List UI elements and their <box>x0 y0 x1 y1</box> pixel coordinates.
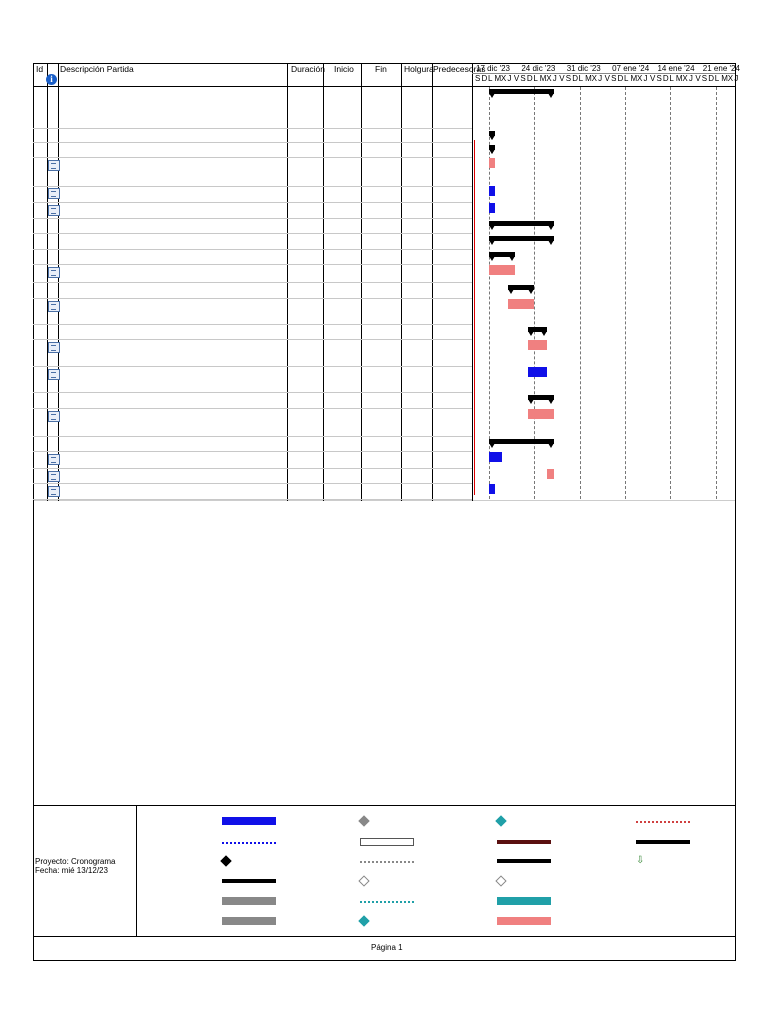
timescale-day: X <box>637 74 643 83</box>
resource-indicator-icon <box>48 454 60 465</box>
table-header-bottom <box>33 86 735 87</box>
week-gridline <box>716 87 717 499</box>
legend-date: Fecha: mié 13/12/23 <box>35 866 108 875</box>
col-header-start: Inicio <box>334 64 354 74</box>
row-divider <box>33 483 472 484</box>
legend-swatch <box>358 815 369 826</box>
timescale-week: 21 ene '24 <box>702 64 740 73</box>
timescale-day: M <box>721 74 728 83</box>
row-divider <box>33 392 472 393</box>
task-bar <box>489 186 495 196</box>
legend-swatch <box>358 875 369 886</box>
summary-start-cap <box>489 256 495 261</box>
task-bar <box>489 203 495 213</box>
timescale-day: V <box>695 74 701 83</box>
resource-indicator-icon <box>48 301 60 312</box>
timescale-divider <box>472 73 735 74</box>
timescale-day: J <box>643 74 648 83</box>
row-divider <box>33 128 472 129</box>
page-number: Página 1 <box>371 943 403 952</box>
timescale-day: L <box>578 74 584 83</box>
critical-task-bar <box>508 299 534 309</box>
timescale-day: X <box>591 74 597 83</box>
timescale-day: S <box>520 74 526 83</box>
timescale-day: X <box>682 74 688 83</box>
timescale-day: S <box>701 74 708 83</box>
timescale-day: D <box>572 74 578 83</box>
row-divider <box>33 142 472 143</box>
summary-end-cap <box>489 149 495 154</box>
timescale-day: M <box>539 74 547 83</box>
timescale-day: J <box>598 74 603 83</box>
legend-swatch <box>360 838 414 846</box>
summary-end-cap <box>548 443 554 448</box>
timescale-day: D <box>481 74 488 83</box>
footer-bottom-border <box>33 960 735 961</box>
summary-bar <box>489 236 554 241</box>
timescale-day: M <box>675 74 683 83</box>
task-bar <box>489 452 502 462</box>
legend-swatch: ⇩ <box>636 855 645 866</box>
row-divider <box>33 339 472 340</box>
col-header-name: Descripción Partida <box>60 64 134 74</box>
dependency-line <box>474 140 475 495</box>
legend-swatch <box>497 917 551 925</box>
timescale-week: 14 ene '24 <box>657 64 695 73</box>
week-gridline <box>580 87 581 499</box>
resource-indicator-icon <box>48 369 60 380</box>
timescale-day: S <box>565 74 572 83</box>
legend-swatch <box>495 875 506 886</box>
critical-task-bar <box>547 469 553 479</box>
summary-start-cap <box>489 93 495 98</box>
row-divider <box>33 408 472 409</box>
summary-start-cap <box>489 225 495 230</box>
col-header-predecessors: Predecesoras <box>433 64 486 74</box>
timescale-day: J <box>688 74 693 83</box>
week-gridline <box>670 87 671 499</box>
row-divider <box>33 499 472 500</box>
summary-end-cap <box>548 399 554 404</box>
timescale-day: M <box>585 74 592 83</box>
resource-indicator-icon <box>48 342 60 353</box>
legend-swatch <box>222 917 276 925</box>
timescale-day: S <box>656 74 662 83</box>
timescale-day: L <box>487 74 493 83</box>
timescale-day: D <box>708 74 715 83</box>
summary-end-cap <box>541 331 547 336</box>
timescale-week: 07 ene '24 <box>612 64 650 73</box>
row-divider <box>33 157 472 158</box>
week-gridline <box>625 87 626 499</box>
timescale-day: S <box>475 74 481 83</box>
legend-swatch <box>222 817 276 825</box>
row-divider <box>33 436 472 437</box>
legend-swatch <box>358 915 369 926</box>
timescale-week: 31 dic '23 <box>566 64 601 73</box>
row-divider <box>33 298 472 299</box>
timescale-day: X <box>546 74 552 83</box>
summary-end-cap <box>509 256 515 261</box>
timescale-day: L <box>624 74 629 83</box>
timescale-day: J <box>507 74 512 83</box>
row-divider <box>33 468 472 469</box>
resource-indicator-icon <box>48 471 60 482</box>
resource-indicator-icon <box>48 486 60 497</box>
row-divider <box>33 186 472 187</box>
resource-indicator-icon <box>48 267 60 278</box>
summary-end-cap <box>489 135 495 140</box>
legend-swatch <box>222 842 276 844</box>
timescale-day: V <box>649 74 656 83</box>
legend-swatch <box>497 840 551 844</box>
summary-bar <box>489 221 554 226</box>
timescale-week: 17 dic '23 <box>476 64 510 73</box>
row-divider <box>33 249 472 250</box>
week-gridline <box>534 87 535 499</box>
timescale-day: M <box>494 74 502 83</box>
timescale-day: J <box>552 74 557 83</box>
col-header-slack: Holgura <box>404 64 434 74</box>
critical-task-bar <box>528 340 547 350</box>
timescale-week: 24 dic '23 <box>521 64 556 73</box>
timescale-day: X <box>500 74 507 83</box>
timescale-day: D <box>617 74 624 83</box>
timescale-day: S <box>611 74 617 83</box>
resource-indicator-icon <box>48 205 60 216</box>
legend-swatch <box>360 861 414 863</box>
timescale-day: D <box>662 74 669 83</box>
summary-end-cap <box>548 93 554 98</box>
row-divider <box>33 218 472 219</box>
timescale-day: V <box>513 74 520 83</box>
task-bar <box>528 367 547 377</box>
timescale-day: X <box>727 74 734 83</box>
summary-bar <box>489 439 554 444</box>
row-divider <box>33 366 472 367</box>
legend-swatch <box>220 855 231 866</box>
summary-end-cap <box>548 240 554 245</box>
task-bar <box>489 484 495 494</box>
row-divider <box>33 233 472 234</box>
summary-start-cap <box>489 443 495 448</box>
legend-project: Proyecto: Cronograma <box>35 857 116 866</box>
legend-swatch <box>495 815 506 826</box>
summary-start-cap <box>508 289 514 294</box>
critical-task-bar <box>489 265 515 275</box>
legend-bottom-border <box>33 936 735 937</box>
info-icon: i <box>46 74 57 85</box>
summary-start-cap <box>489 240 495 245</box>
resource-indicator-icon <box>48 411 60 422</box>
timescale-day: L <box>669 74 674 83</box>
col-header-end: Fin <box>375 64 387 74</box>
legend-swatch <box>222 897 276 905</box>
summary-bar <box>489 89 554 94</box>
frame-left <box>33 63 34 961</box>
col-header-duration: Duración <box>291 64 326 74</box>
legend-swatch <box>360 901 414 903</box>
frame-right <box>734 63 739 961</box>
timescale-day: L <box>533 74 538 83</box>
legend-divider <box>136 805 137 936</box>
legend-swatch <box>497 897 551 905</box>
col-header-id: Id <box>36 64 44 74</box>
summary-start-cap <box>528 331 534 336</box>
timescale-day: V <box>559 74 565 83</box>
timescale-day: L <box>714 74 720 83</box>
col-divider-pred <box>472 63 473 501</box>
row-divider <box>33 324 472 325</box>
row-divider <box>33 451 472 452</box>
legend-top-border <box>33 805 735 806</box>
resource-indicator-icon <box>48 160 60 171</box>
resource-indicator-icon <box>48 188 60 199</box>
timescale-day: D <box>526 74 533 83</box>
summary-end-cap <box>528 289 534 294</box>
critical-task-bar <box>489 158 495 168</box>
legend-swatch <box>636 840 690 844</box>
row-divider <box>33 264 472 265</box>
timescale-day: V <box>604 74 610 83</box>
legend-swatch <box>497 859 551 863</box>
critical-task-bar <box>528 409 554 419</box>
timescale-day: J <box>734 74 739 83</box>
summary-end-cap <box>548 225 554 230</box>
summary-start-cap <box>528 399 534 404</box>
timescale-day: M <box>630 74 638 83</box>
table-content-end <box>33 500 735 501</box>
legend-swatch <box>636 821 690 823</box>
legend-swatch <box>222 879 276 883</box>
row-divider <box>33 202 472 203</box>
row-divider <box>33 282 472 283</box>
